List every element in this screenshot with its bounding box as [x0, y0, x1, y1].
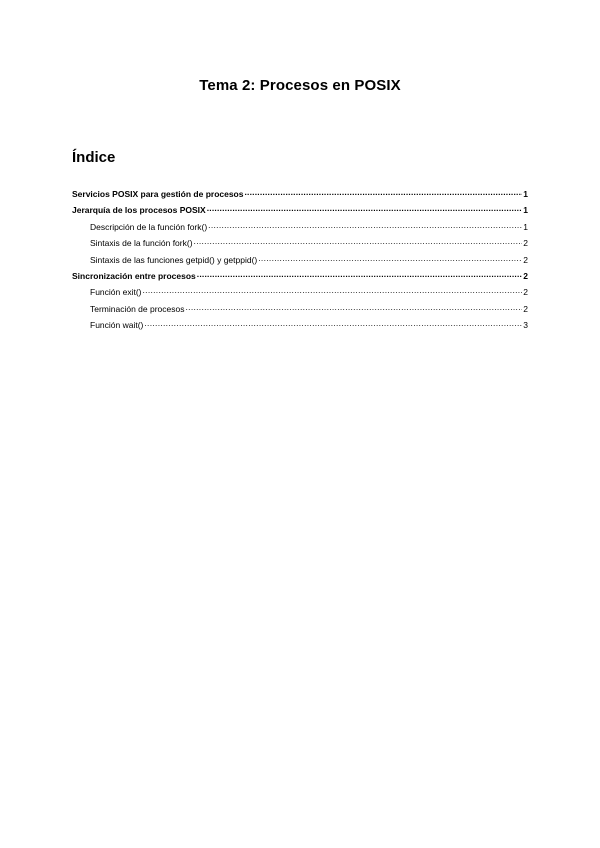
toc-entry-descripcion-fork[interactable] [72, 220, 528, 236]
document-title: Tema 2: Procesos en POSIX [199, 77, 401, 94]
toc-dot-leader [143, 285, 523, 295]
toc-entry-terminacion[interactable] [72, 302, 528, 318]
toc-entry-text: Función exit() [90, 287, 142, 298]
toc-page-number: 2 [523, 238, 528, 249]
toc-entry-text: Función wait() [90, 320, 144, 331]
toc-page-number: 2 [523, 287, 528, 298]
toc-entry-text: Terminación de procesos [90, 303, 185, 314]
toc-entry-sintaxis-getpid[interactable] [72, 253, 528, 269]
toc-dot-leader [194, 236, 523, 246]
toc-entry-text: Sintaxis de la función fork() [90, 238, 193, 249]
toc-entry-funcion-wait[interactable] [72, 318, 528, 334]
toc-entry-sincronizacion[interactable] [72, 269, 528, 285]
toc-dot-leader [197, 269, 523, 279]
toc-dot-leader [258, 253, 522, 263]
toc-entry-text: Jerarquía de los procesos POSIX [72, 205, 206, 216]
toc-page-number: 1 [523, 189, 528, 199]
toc-dot-leader [186, 302, 523, 312]
toc-page-number: 2 [523, 270, 528, 281]
table-of-contents [72, 187, 528, 335]
toc-page-number: 2 [523, 303, 528, 314]
toc-heading: Índice [72, 149, 116, 166]
toc-entry-text: Servicios POSIX para gestión de procesos [72, 189, 244, 199]
toc-entry-text: Sintaxis de las funciones getpid() y getppid() [90, 254, 258, 265]
toc-dot-leader [208, 220, 522, 230]
toc-page-number: 1 [523, 221, 528, 232]
toc-page-number: 3 [523, 320, 528, 331]
toc-dot-leader [144, 318, 522, 328]
toc-page-number: 1 [523, 205, 528, 216]
toc-entry-text: Descripción de la función fork() [90, 221, 208, 232]
toc-dot-leader [244, 187, 522, 197]
toc-entry-servicios-posix[interactable] [72, 187, 528, 203]
toc-entry-jerarquia-procesos[interactable] [72, 203, 528, 219]
toc-entry-text: Sincronización entre procesos [72, 270, 196, 281]
toc-entry-funcion-exit[interactable] [72, 285, 528, 301]
toc-entry-sintaxis-fork[interactable] [72, 236, 528, 252]
toc-page-number: 2 [523, 254, 528, 265]
toc-dot-leader [207, 203, 523, 213]
